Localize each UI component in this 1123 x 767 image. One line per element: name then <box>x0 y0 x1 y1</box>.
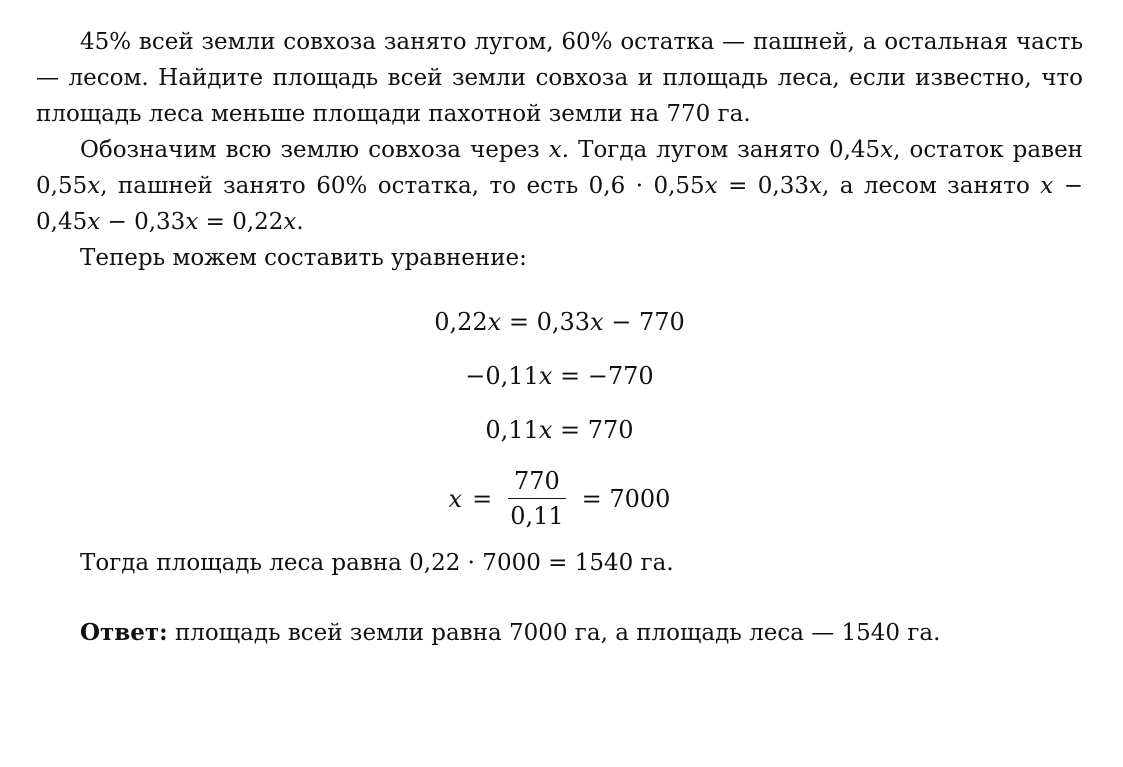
variable-x: x <box>809 173 822 199</box>
variable-x: x <box>487 308 502 336</box>
problem-statement: 45% всей земли совхоза занято лугом, 60% остатка — пашней, а остальная часть — лесом. Найдите площадь всей земли совхоза и площадь леса, если известно, что площадь леса меньше площади пахотной земли на 770 га. <box>36 29 1083 127</box>
solution-text-4: , пашней занято 60% остатка, то есть 0,6 · 0,55 <box>100 173 705 199</box>
solution-text-1: Обозначим всю землю совхоза через <box>80 137 549 163</box>
fraction <box>504 466 569 531</box>
equation-3 <box>485 412 633 448</box>
variable-x: x <box>1040 173 1054 199</box>
variable-x: x <box>185 209 199 235</box>
equation-2-part-b: = −770 <box>552 362 654 390</box>
variable-x: x <box>87 173 101 199</box>
variable-x: x <box>704 173 718 199</box>
variable-x: x <box>87 209 101 235</box>
solution-text-5: = 0,33 <box>717 173 810 199</box>
solution-text-9: = 0,22 <box>198 209 284 235</box>
solution-text-2: . Тогда лугом занято 0,45 <box>561 137 881 163</box>
equation-1-part-b: = 0,33 <box>501 308 591 336</box>
equation-3-part-a: 0,11 <box>485 416 539 444</box>
answer-text: площадь всей земли равна 7000 га, а площадь леса — 1540 га. <box>167 620 941 646</box>
variable-x: x <box>548 137 562 163</box>
solution-text-6: , а лесом занято <box>822 173 1041 199</box>
variable-x: x <box>448 484 463 513</box>
equation-4-result: = 7000 <box>581 484 671 513</box>
solution-text-8: − 0,33 <box>100 209 186 235</box>
equation-block <box>36 304 1083 531</box>
equation-1 <box>434 304 685 340</box>
equation-4 <box>449 466 671 531</box>
variable-x: x <box>538 362 553 390</box>
equals-sign: = <box>472 484 493 513</box>
equation-1-part-a: 0,22 <box>434 308 488 336</box>
equation-2 <box>465 358 653 394</box>
conclusion: Тогда площадь леса равна 0,22 · 7000 = 1540 га. <box>80 550 674 576</box>
solution-text-3: , остаток равен 0,55 <box>36 137 1084 199</box>
answer-label: Ответ: <box>80 619 168 646</box>
variable-x: x <box>880 137 894 163</box>
solution-paragraph <box>36 132 1083 240</box>
equation-3-part-b: = 770 <box>552 416 634 444</box>
fraction-denominator: 0,11 <box>510 502 564 530</box>
equation-2-part-a: −0,11 <box>465 362 539 390</box>
variable-x: x <box>538 416 553 444</box>
equation-1-part-c: − 770 <box>603 308 685 336</box>
equation-intro: Теперь можем составить уравнение: <box>80 245 527 271</box>
variable-x: x <box>283 209 297 235</box>
fraction-numerator: 770 <box>508 466 566 499</box>
variable-x: x <box>590 308 604 336</box>
solution-text-7: − 0,45 <box>36 173 1083 235</box>
solution-text-10: . <box>296 209 304 235</box>
answer-line <box>36 615 1083 651</box>
